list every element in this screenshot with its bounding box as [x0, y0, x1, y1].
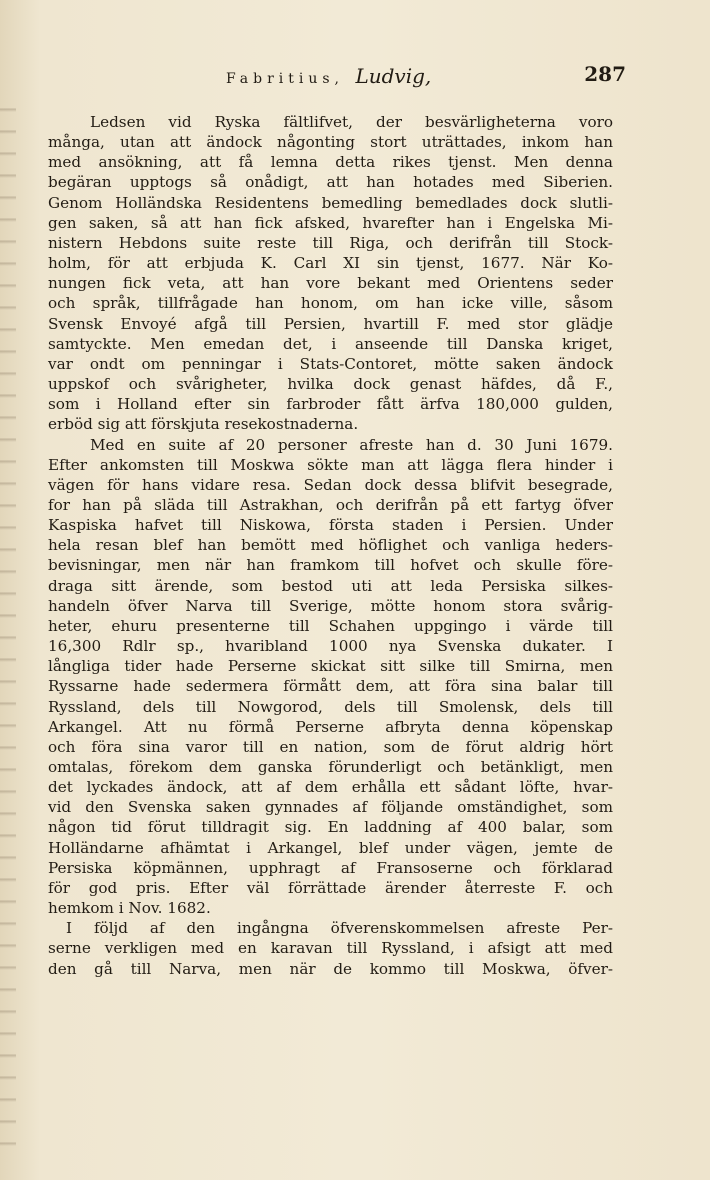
text-line: begäran upptogs så onådigt, att han hotades med Siberien. — [48, 173, 613, 192]
text-line: erböd sig att förskjuta resekostnaderna. — [48, 415, 359, 434]
text-line: Ryssarne hade sedermera förmått dem, att föra sina balar till — [48, 677, 613, 696]
text-line: holm, för att erbjuda K. Carl XI sin tjenst, 1677. När Ko- — [48, 254, 613, 273]
text-line: och föra sina varor till en nation, som de förut aldrig hört — [48, 737, 613, 756]
text-line: den gå till Narva, men när de kommo till Moskwa, öfver- — [48, 959, 613, 978]
running-header — [226, 62, 626, 92]
page-edge-shadow — [0, 90, 16, 1150]
text-line: omtalas, förekom dem ganska förunderligt och betänkligt, men — [48, 758, 613, 776]
text-line: Kaspiska hafvet till Niskowa, första staden i Persien. Under — [48, 516, 613, 535]
text-line: nistern Hebdons suite reste till Riga, och derifrån till Stock- — [48, 233, 613, 252]
body-text — [48, 112, 613, 979]
text-line: gen saken, så att han fick afsked, hvarefter han i Engelska Mi- — [48, 213, 613, 232]
text-line: Ledsen vid Ryska fältlifvet, der besvärligheterna voro — [90, 113, 613, 131]
text-line: Arkangel. Att nu förmå Perserne afbryta denna köpenskap — [48, 717, 613, 736]
text-line: det lyckades ändock, att af dem erhålla ett sådant löfte, hvar- — [48, 778, 613, 797]
text-line: som i Holland efter sin farbroder fått ärfva 180,000 gulden, — [48, 395, 613, 414]
text-line: någon tid förut tilldragit sig. En laddning af 400 balar, som — [48, 818, 613, 837]
text-line: långliga tider hade Perserne skickat sitt silke till Smirna, men — [48, 657, 613, 676]
text-line: vid den Svenska saken gynnades af följande omständighet, som — [48, 798, 613, 817]
text-line: heter, ehuru presenterne till Schahen uppgingo i värde till — [48, 616, 613, 635]
running-title — [226, 64, 431, 88]
text-line: hemkom i Nov. 1682. — [48, 899, 211, 918]
text-line: med ansökning, att få lemna detta rikes tjenst. Men denna — [48, 153, 613, 172]
text-line: samtyckte. Men emedan det, i anseende till Danska kriget, — [48, 334, 613, 353]
page-number: 287 — [584, 62, 626, 86]
text-line: Med en suite af 20 personer afreste han d. 30 Juni 1679. — [90, 435, 613, 454]
text-line: uppskof och svårigheter, hvilka dock genast häfdes, då F., — [48, 375, 613, 394]
running-title-surname: Fabritius, — [226, 71, 344, 87]
text-line: var ondt om penningar i Stats-Contoret, mötte saken ändock — [48, 354, 613, 373]
text-line: draga sitt ärende, som bestod uti att leda Persiska silkes- — [48, 576, 613, 595]
text-line: I följd af den ingångna öfverenskommelsen afreste Per- — [66, 919, 613, 938]
text-line: for han på släda till Astrakhan, och derifrån på ett fartyg öfver — [48, 495, 613, 514]
text-line: handeln öfver Narva till Sverige, mötte honom stora svårig- — [48, 596, 613, 615]
text-line: många, utan att ändock någonting stort uträttades, inkom han — [48, 133, 613, 152]
text-line: Persiska köpmännen, upphragt af Fransoserne och förklarad — [48, 858, 613, 877]
text-line: Holländarne afhämtat i Arkangel, blef under vägen, jemte de — [48, 838, 613, 857]
text-line: hela resan blef han bemött med höflighet och vanliga heders- — [48, 536, 613, 555]
text-line: vägen för hans vidare resa. Sedan dock dessa blifvit besegrade, — [48, 475, 613, 494]
text-line: Genom Holländska Residentens bemedling bemedlades dock slutli- — [48, 193, 613, 212]
text-line: Svensk Envoyé afgå till Persien, hvartill F. med stor glädje — [48, 314, 613, 333]
text-line: bevisningar, men när han framkom till hofvet och skulle före- — [48, 556, 613, 575]
running-title-firstname: Ludvig, — [355, 64, 432, 88]
text-line: 16,300 Rdlr sp., hvaribland 1000 nya Svenska dukater. I — [48, 637, 613, 656]
text-line: Ryssland, dels till Nowgorod, dels till Smolensk, dels till — [48, 697, 613, 716]
text-line: nungen fick veta, att han vore bekant med Orientens seder — [48, 274, 613, 293]
text-line: serne verkligen med en karavan till Ryssland, i afsigt att med — [48, 939, 613, 958]
text-line: för god pris. Efter väl förrättade ärender återreste F. och — [48, 878, 613, 897]
text-line: och språk, tillfrågade han honom, om han icke ville, såsom — [48, 294, 613, 313]
text-line: Efter ankomsten till Moskwa sökte man att lägga flera hinder i — [48, 455, 613, 474]
